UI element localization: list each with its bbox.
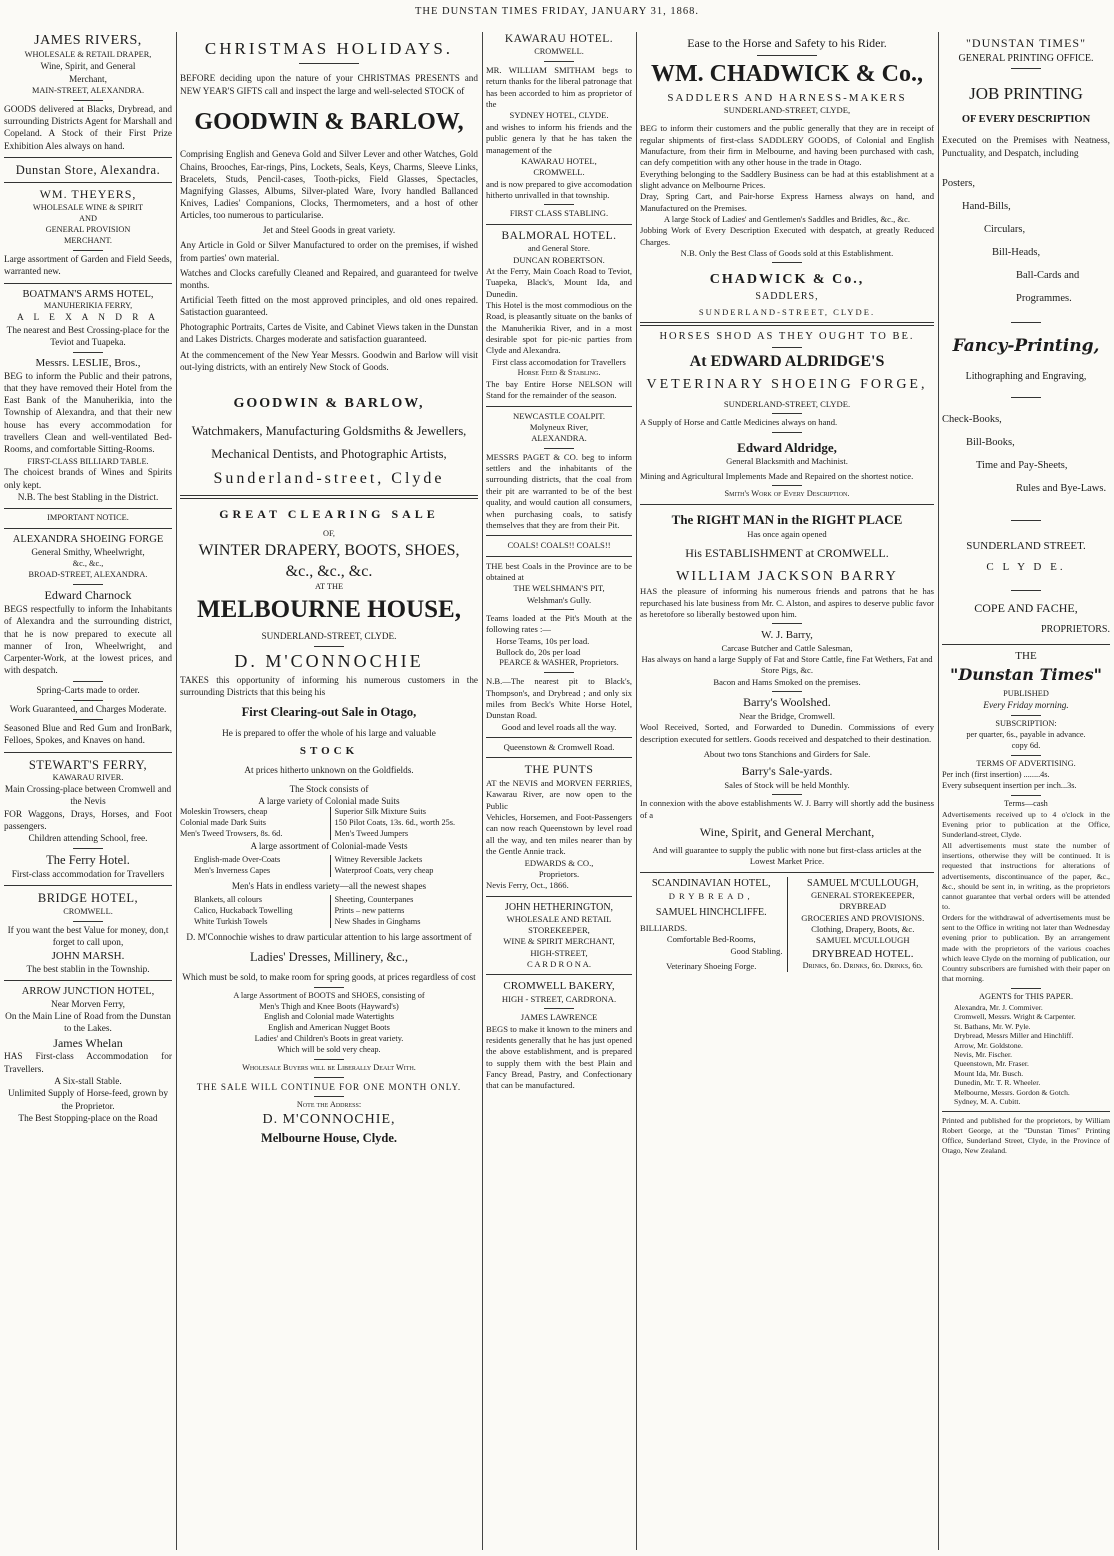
printing-list-2: Check-Books, Bill-Books, Time and Pay-Sheets, Rules and Bye-Laws.	[942, 414, 1107, 495]
ad-kawarau-hotel: KAWARAU HOTEL. CROMWELL. MR. WILLIAM SMITHAM begs to return thanks for the liberal patronage that has been accorded to him as proprietor of the SYDNEY HOTEL, CLYDE. and wishes to inform his friends and the public genera ly that he has taken the management of the KAWARAU HOTEL, CROMWELL. and is now prepared to give accomodation hitherto unrivalled in that township. FIRST CLASS STABLING.	[486, 33, 632, 219]
ad-title: Dunstan Store, Alexandra.	[15, 162, 161, 177]
column-rule	[636, 32, 637, 1550]
ad-james-rivers: JAMES RIVERS, WHOLESALE & RETAIL DRAPER, Wine, Spirit, and General Merchant, MAIN-STREET, ALEXANDRA. GOODS delivered at Blacks, Drybread, and surrounding Districts Agent for Marshall and Copeland. A Stock of their First Prize Exhibition Ales always on hand.	[4, 33, 172, 152]
column-3	[486, 32, 632, 1550]
printing-list: Posters, Hand-Bills, Circulars, Bill-Heads, Ball-Cards and Programmes.	[942, 177, 1080, 305]
ad-theyers: WM. THEYERS, WHOLESALE WINE & SPIRIT AND GENERAL PROVISION MERCHANT. Large assortment of Garden and Field Seeds, warranted new.	[4, 187, 172, 278]
ad-hetherington: JOHN HETHERINGTON, WHOLESALE AND RETAIL STOREKEEPER, WINE & SPIRIT MERCHANT, HIGH-STREET, C A R D R O N A.	[503, 901, 615, 970]
ad-title: Queenstown & Cromwell Road.	[503, 741, 615, 752]
column-4	[640, 32, 934, 1550]
agents-list: Alexandra, Mr. J. Commiver. Cromwell, Messrs. Wright & Carpenter. St. Bathans, Mr. W. Pyle. Drybread, Messrs Miller and Hinchliff. Arrow, Mr. Goldstone. Nevis, Mr. Fischer. Queenstown, Mr. Fraser. Mount Ida, Mr. Busch. Dunedin, Mr. T. R. Wheeler. Melbourne, Messrs. Gordon & Gotch. Sydney, M. A. Cubitt.	[954, 1002, 1076, 1107]
ad-title: JAMES RIVERS,	[34, 33, 142, 48]
ad-cromwell-bakery: CROMWELL BAKERY, HIGH - STREET, CARDRONA. JAMES LAWRENCE BEGS to make it known to the miners and residents generally that he has just opened the above establishment, and is prepared to supply them with the best Plain and Fancy Bread, Pastry, and Confectionary that can be manufactured.	[486, 980, 632, 1091]
column-rule	[176, 32, 177, 1550]
column-rule	[938, 32, 939, 1550]
ad-chadwick: Ease to the Horse and Safety to his Rider. WM. CHADWICK & Co., SADDLERS AND HARNESS-MAKERS SUNDERLAND-STREET, CLYDE, BEG to inform their customers and the public generally that they are in receipt of regular shipments of first-class SADDLERY GOODS, of Colonial and English Manufacture, from their firm in Melbourne, and having been purchased with cash, can defy competition with any other house in the trade in Otago. Everything belonging to the Saddlery Business can be had at this establishment at a slight advance on Melbourne Prices. Dray, Spring Cart, and Pair-horse Express Harness always on hand, and Manufactured on the Premises. A large Stock of Ladies' and Gentlemen's Saddles and Bridles, &c., &c. Jobbing Work of Every Description Executed with despatch, at greatly Reduced Charges. N.B. Only the Best Class of Goods sold at this Establishment. CHADWICK & Co., SADDLERS, SUNDERLAND-STREET, CLYDE.	[640, 36, 934, 318]
ad-balmoral-hotel: BALMORAL HOTEL. and General Store. DUNCAN ROBERTSON. At the Ferry, Main Coach Road to Teviot, Tuapeka, Black's, Mount Ida, and Dunedin. This Hotel is the most commodious on the Road, is pleasantly situate on the banks of the Manuherikia River, and in a most desirable spot for pic-nic parties from Clyde and Alexandra. First class accomodation for Travellers Horse Feed & Stabling. The bay Entire Horse NELSON will Stand for the remainder of the season.	[486, 229, 632, 401]
ad-printing-office: "DUNSTAN TIMES" GENERAL PRINTING OFFICE. JOB PRINTING OF EVERY DESCRIPTION Executed on the Premises with Neatness, Punctuality, and Despatch, including Posters, Hand-Bills, Circulars, Bill-Heads, Ball-Cards and Programmes. Fancy-Printing, Lithographing and Engraving, Check-Books, Bill-Books, Time and Pay-Sheets, Rules and Bye-Laws. SUNDERLAND STREET. C L Y D E. COPE AND FACHE, PROPRIETORS.	[942, 36, 1110, 636]
ad-welshmans-pit: COALS! COALS!! COALS!! THE best Coals in the Province are to be obtained at THE WELSHMAN'S PIT, Welshman's Gully. Teams loaded at the Pit's Mouth at the following rates :— Horse Teams, 10s per load. Bullock do, 20s per load PEARCE & WASHER, Proprietors. N.B.—The nearest pit to Black's, Thompson's, and Drybread ; and only six miles from Beck's White Horse Hotel, Dunstan Road. Good and level roads all the way.	[486, 540, 632, 732]
column-rule	[482, 32, 483, 1550]
ad-shoeing-forge: ALEXANDRA SHOEING FORGE General Smithy, Wheelwright, &c., &c., BROAD-STREET, ALEXANDRA. Edward Charnock BEGS respectfully to inform the Inhabitants of Alexandra and the surrounding district, that he is now prepared to execute all manner of Iron, Wheelwright, and Carpenter-Work, at the lowest prices, and with despatch. Spring-Carts made to order. Work Guaranteed, and Charges Moderate. Seasoned Blue and Red Gum and IronBark, Felloes, Spokes, and Knaves on hand.	[4, 534, 172, 747]
masthead: THE DUNSTAN TIMES FRIDAY, JANUARY 31, 1868.	[415, 6, 699, 17]
ad-arrow-junction: ARROW JUNCTION HOTEL, Near Morven Ferry, On the Main Line of Road from the Dunstan to the Lakes. James Whelan HAS First-class Accommodation for Travellers. A Six-stall Stable. Unlimited Supply of Horse-feed, grown by the Proprietor. The Best Stopping-place on the Road	[4, 985, 172, 1124]
column-5	[942, 32, 1110, 1550]
column-1: JAMES RIVERS, WHOLESALE & RETAIL DRAPER, Wine, Spirit, and General Merchant, MAIN-STREET, ALEXANDRA. GOODS delivered at Blacks, Drybread, and surrounding Districts Agent for Marshall and Copeland. A Stock of their First Prize Exhibition Ales always on hand. Dunstan Store, Alexandra. WM. THEYERS, WHOLESALE WINE & SPIRIT AND GENERAL PROVISION MERCHANT. Large assortment of Garden and Field Seeds, warranted new. BOATMAN'S ARMS HOTEL, MANUHERIKIA FERRY, A L E X A N D R A The nearest and Best Crossing-place for the Teviot and Tuapeka. Messrs. LESLIE, Bros., BEG to inform the Public and their patrons, that they have removed their Hotel from the East Bank of the Manuherikia, into the Township of Alexandra, and that their new house has every accommodation for travellers Clean and well-ventilated Bed-Rooms, and comfortable Sitting-Rooms. FIRST-CLASS BILLIARD TABLE. The choicest brands of Wines and Spirits only kept. N.B. The best Stabling in the District. IMPORTANT NOTICE. ALEXANDRA SHOEING FORGE General Smithy, Wheelwright, &c., &c., BROAD-STREET, ALEXANDRA. Edward Charnock BEGS respectfully to inform the Inhabitants of Alexandra and the surrounding district, that he is now prepared to execute all manner of Iron, Wheelwright, and Carpenter-Work, at the lowest prices, and with despatch. Spring-Carts made to order. Work Guaranteed, and Charges Moderate. Seasoned Blue and Red Gum and IronBark, Felloes, Spokes, and Knaves on hand. STEWART'S FERRY, KAWARAU RIVER. Main Crossing-place between Cromwell and the Nevis FOR Waggons, Drays, Horses, and Foot passengers. Children attending School, free. The Ferry Hotel. First-class accommodation for Travellers BRIDGE HOTEL, CROMWELL. If you want the best Value for money, don,t forget to call upon, JOHN MARSH. The best stablin in the Township. ARROW JUNCTION HOTEL, Near Morven Ferry, On the Main Line of Road from the Dunstan to the Lakes. James Whelan HAS First-class Accommodation for Travellers. A Six-stall Stable. Unlimited Supply of Horse-feed, grown by the Proprietor. The Best Stopping-place on the Road	[4, 33, 172, 1124]
ad-bridge-hotel: BRIDGE HOTEL, CROMWELL. If you want the best Value for money, don,t forget to call upon, JOHN MARSH. The best stablin in the Township.	[7, 891, 169, 975]
ad-boatmans-arms: BOATMAN'S ARMS HOTEL, MANUHERIKIA FERRY, A L E X A N D R A The nearest and Best Crossing-place for the Teviot and Tuapeka. Messrs. LESLIE, Bros., BEG to inform the Public and their patrons, that they have removed their Hotel from the East Bank of the Manuherikia, into the Township of Alexandra, and that their new house has every accommodation for travellers Clean and well-ventilated Bed-Rooms, and comfortable Sitting-Rooms. FIRST-CLASS BILLIARD TABLE. The choicest brands of Wines and Spirits only kept. N.B. The best Stabling in the District.	[4, 288, 172, 503]
imprint: Printed and published for the proprietors, by William Robert George, at the "Dunstan Times" Printing Office, Sunderland Street, Clyde, in the Province of Otago, New Zealand.	[942, 1115, 1110, 1155]
ad-row-drybread	[640, 877, 934, 973]
ad-mcconnochie: GREAT CLEARING SALE OF, WINTER DRAPERY, BOOTS, SHOES, &c., &c., &c. AT THE MELBOURNE HOUSE, SUNDERLAND-STREET, CLYDE. D. M'CONNOCHIE TAKES this opportunity of informing his numerous customers in the surrounding Districts that this being his First Clearing-out Sale in Otago, He is prepared to offer the whole of his large and valuable STOCK At prices hitherto unknown on the Goldfields. The Stock consists of A large variety of Colonial made Suits Moleskin Trowsers, cheap Colonial made Dark Suits Men's Tweed Trowsers, 8s. 6d. Superior Silk Mixture Suits 150 Pilot Coats, 13s. 6d., worth 25s. Men's Tweed Jumpers A large assortment of Colonial-made Vests English-made Over-Coats Men's Inverness Capes Witney Reversible Jackets Waterproof Coats, very cheap Men's Hats in endless variety—all the newest shapes Blankets, all colours Calico, Huckaback Towelling White Turkish Towels Sheeting, Counterpanes Prints – new patterns New Shades in Ginghams D. M'Connochie wishes to draw particular attention to his large assortment of Ladies' Dresses, Millinery, &c., Which must be sold, to make room for spring goods, at prices regardless of cost A large Assortment of BOOTS and SHOES, consisting of Men's Thigh and Knee Boots (Hayward's) English and Colonial made Watertights English and American Nugget Boots Ladies' and Children's Boots in great variety. Which will be sold very cheap. Wholesale Buyers will be Liberally Dealt With. THE SALE WILL CONTINUE FOR ONE MONTH ONLY. Note the Address: D. M'CONNOCHIE, Melbourne House, Clyde.	[180, 507, 478, 1145]
stock-table-1: Moleskin Trowsers, cheap Colonial made Dark Suits Men's Tweed Trowsers, 8s. 6d. Superior Silk Mixture Suits 150 Pilot Coats, 13s. 6d., worth 25s. Men's Tweed Jumpers	[180, 807, 478, 840]
ad-publication-info: THE "Dunstan Times" PUBLISHED Every Friday morning. SUBSCRIPTION: per quarter, 6s., payable in advance. copy 6d. TERMS OF ADVERTISING. Per inch (first insertion) ........4s. Every subsequent insertion per inch...3s. Terms—cash Advertisements received up to 4 o'clock in the Evening prior to publication at the Office, Sunderland-street, Clyde. All advertisements must state the number of insertions, otherwise they will be continued. It is requested that instructions for alterations of advertisements, discontinuance of the paper, &c., &c., should be sent in, in writing, as the proprietors cannot guarantee that verbal orders will be attended to. Orders for the withdrawal of advertisements must be sent to the Office in writing not later than Wednesday evening prior to publication. By an arrangement made with the proprietors of the various coaches which leave Clyde on the morning of publication, our Country subscribers are furnished with their paper on that morning. AGENTS for THIS PAPER. Alexandra, Mr. J. Commiver. Cromwell, Messrs. Wright & Carpenter. St. Bathans, Mr. W. Pyle. Drybread, Messrs Miller and Hinchliff. Arrow, Mr. Goldstone. Nevis, Mr. Fischer. Queenstown, Mr. Fraser. Mount Ida, Mr. Busch. Dunedin, Mr. T. R. Wheeler. Melbourne, Messrs. Gordon & Gotch. Sydney, M. A. Cubitt. Printed and published for the proprietors, by William Robert George, at the "Dunstan Times" Printing Office, Sunderland Street, Clyde, in the Province of Otago, New Zealand.	[942, 650, 1110, 1155]
ad-newcastle-coalpit: NEWCASTLE COALPIT. Molyneux River, ALEXANDRA. MESSRS PAGET & CO. beg to inform settlers and the inhabitants of the surrounding districts, that the coal from their pit are warranted to be of the best quality, and would caution all consumers, when purchasing coals, to satisfy themselves that they are from their Pit.	[486, 410, 632, 530]
stock-table-2: English-made Over-Coats Men's Inverness Capes Witney Reversible Jackets Waterproof Coats, very cheap	[180, 852, 478, 880]
ad-aldridge: HORSES SHOD AS THEY OUGHT TO BE. At EDWARD ALDRIDGE'S VETERINARY SHOEING FORGE, SUNDERLAND-STREET, CLYDE. A Supply of Horse and Cattle Medicines always on hand. Edward Aldridge, General Blacksmith and Machinist. Mining and Agricultural Implements Made and Repaired on the shortest notice. Smith's Work of Every Description.	[640, 331, 928, 499]
ad-barry: The RIGHT MAN in the RIGHT PLACE Has once again opened His ESTABLISHMENT at CROMWELL. WILLIAM JACKSON BARRY HAS the pleasure of informing his numerous friends and patrons that he has repurchased his late business from Mr. C. Alston, and aspires to deserve public favor as heretofore so liberally bestowed upon him. W. J. Barry, Carcase Butcher and Cattle Salesman, Has always on hand a large Supply of Fat and Store Cattle, fine Fat Wethers, Fat and Store Pigs, &c. Bacon and Hams Smoked on the premises. Barry's Woolshed. Near the Bridge, Cromwell. Wool Received, Sorted, and Forwarded to Dunedin. Commissions of every description executed for settlers. Goods received and despatched to their destination. About two tons Stanchions and Girders for Sale. Barry's Sale-yards. Sales of Stock will be held Monthly. In connexion with the above establishments W. J. Barry will shortly add the business of a Wine, Spirit, and General Merchant, And will guarantee to supply the public with none but first-class articles at the Lowest Market Price.	[640, 512, 934, 867]
stock-table-3: Blankets, all colours Calico, Huckaback Towelling White Turkish Towels Sheeting, Counterpanes Prints – new patterns New Shades in Ginghams	[180, 892, 478, 931]
ad-the-punts: THE PUNTS AT the NEVIS and MORVEN FERRIES, Kawarau River, are now open to the Public Vehicles, Horsemen, and Foot-Passengers can now reach Queenstown by level road all the way, and ten miles nearer than by the Gentle Annie track. EDWARDS & CO., Proprietors. Nevis Ferry, Oct., 1866.	[486, 762, 632, 891]
ad-stewarts-ferry: STEWART'S FERRY, KAWARAU RIVER. Main Crossing-place between Cromwell and the Nevis FOR Waggons, Drays, Horses, and Foot passengers. Children attending School, free. The Ferry Hotel. First-class accommodation for Travellers	[4, 757, 172, 880]
ad-scandinavian-hotel: SCANDINAVIAN HOTEL, DRYBREAD, SAMUEL HINCHCLIFFE. BILLIARDS. Comfortable Bed-Rooms, Good Stabling. Veterinary Shoeing Forge.	[640, 877, 788, 973]
ad-mccullough: SAMUEL M'CULLOUGH, GENERAL STOREKEEPER, DRYBREAD GROCERIES AND PROVISIONS. Clothing, Drapery, Boots, &c. SAMUEL M'CULLOUGH DRYBREAD HOTEL. Drinks, 6d. Drinks, 6d. Drinks, 6d.	[801, 877, 925, 971]
ad-goodwin-barlow: CHRISTMAS HOLIDAYS. BEFORE deciding upon the nature of your CHRISTMAS PRESENTS and NEW YEAR'S GIFTS call and inspect the large and well-selected STOCK of GOODWIN & BARLOW, Comprising English and Geneva Gold and Silver Lever and other Watches, Gold Chains, Brooches, Ear-rings, Pins, Lockets, Seals, Keys, Charms, Sleeve Links, Bracelets, Studs, Pencil-cases, Tooth-picks, Field Glasses, Spectacles, Magnifying Glasses, Albums, Silver-plated Ware, Ivory handled Ballanced Knives, Ladies' Companions, Clocks, Thermometers, and a host of other Articles, too numerous to particularise. Jet and Steel Goods in great variety. Any Article in Gold or Silver Manufactured to order on the premises, if wished from parties' own material. Watches and Clocks carefully Cleaned and Repaired, and guaranteed for twelve months. Artificial Teeth fitted on the most approved principles, and old ones repaired. Satistaction guaranteed. Photographic Portraits, Cartes de Visite, and Cabinet Views taken in the Dunstan and Lakes Districts. Charges moderate and satisfaction guaranteed. At the commencement of the New Year Messrs. Goodwin and Barlow will visit out-lying districts, with an entirely New Stock of Goods. GOODWIN & BARLOW, Watchmakers, Manufacturing Goldsmiths & Jewellers, Mechanical Dentists, and Photographic Artists, Sunderland-street, Clyde	[180, 39, 478, 488]
column-2	[180, 32, 478, 1550]
